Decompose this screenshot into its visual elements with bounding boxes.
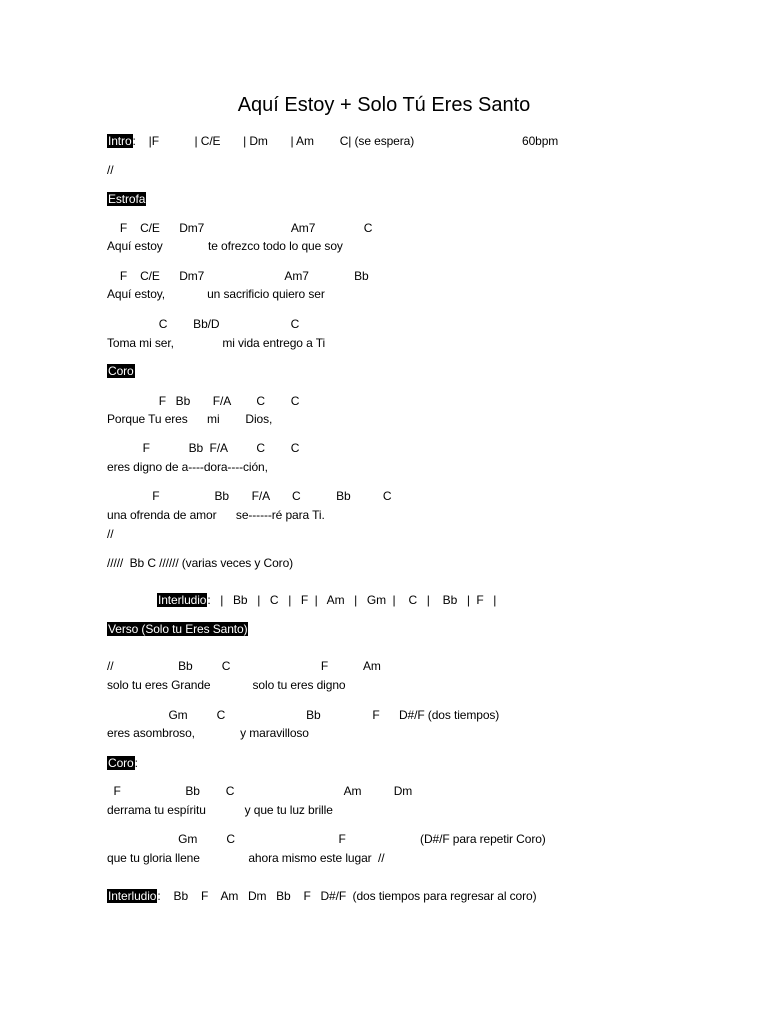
lyric-line: que tu gloria llene ahora mismo este lugar // [107, 851, 385, 865]
chord-line: F Bb F/A C C [107, 394, 300, 408]
lyric-line: Aquí estoy te ofrezco todo lo que soy [107, 239, 343, 253]
chord-line: // Bb C F Am [107, 659, 381, 673]
chord-line: F C/E Dm7 Am7 Bb [107, 269, 369, 283]
interlude-chords: : | Bb | C | F | Am | Gm | C | Bb | F | [207, 593, 497, 607]
lyric-line: solo tu eres Grande solo tu eres digno [107, 678, 346, 692]
section-label-estrofa: Estrofa [108, 192, 146, 206]
slashes: // [107, 527, 114, 541]
chord-line: Gm C F (D#/F para repetir Coro) [107, 832, 546, 846]
lyric-line: Toma mi ser, mi vida entrego a Ti [107, 336, 326, 350]
interlude-chords-2: : Bb F Am Dm Bb F D#/F (dos tiempos para regresar al coro) [157, 889, 537, 903]
vamp-line: ///// Bb C ////// (varias veces y Coro) [107, 556, 294, 570]
intro-chords: : |F | C/E | Dm | Am C| (se espera) [132, 134, 415, 148]
interlude-line-2 [107, 889, 536, 904]
song-title: Aquí Estoy + Solo Tú Eres Santo [237, 94, 531, 116]
section-label-coro: Coro [108, 364, 134, 378]
lyric-line: eres digno de a----dora----ción, [107, 460, 268, 474]
chord-line: F C/E Dm7 Am7 C [107, 221, 373, 235]
chord-line: F Bb F/A C C [107, 441, 300, 455]
section-label-intro: Intro [108, 134, 132, 148]
lyric-line: una ofrenda de amor se------ré para Ti. [107, 508, 325, 522]
lyric-line: eres asombroso, y maravilloso [107, 726, 309, 740]
section-label-coro-2: Coro: [108, 756, 138, 770]
tempo-label: 60bpm [522, 134, 559, 148]
interlude-line [157, 593, 496, 608]
slashes: // [107, 163, 114, 177]
chord-line: F Bb F/A C Bb C [107, 489, 392, 503]
lyric-line: Porque Tu eres mi Dios, [107, 412, 273, 426]
chord-line: Gm C Bb F D#/F (dos tiempos) [107, 708, 500, 722]
chord-line: C Bb/D C [107, 317, 300, 331]
lyric-line: Aquí estoy, un sacrificio quiero ser [107, 287, 325, 301]
intro-line [107, 134, 414, 149]
chord-line: F Bb C Am Dm [107, 784, 413, 798]
section-label-interludio-2: Interludio [108, 889, 157, 903]
section-label-interludio: Interludio [158, 593, 207, 607]
section-label-verso: Verso (Solo tu Eres Santo) [108, 622, 248, 636]
lyric-line: derrama tu espíritu y que tu luz brille [107, 803, 333, 817]
